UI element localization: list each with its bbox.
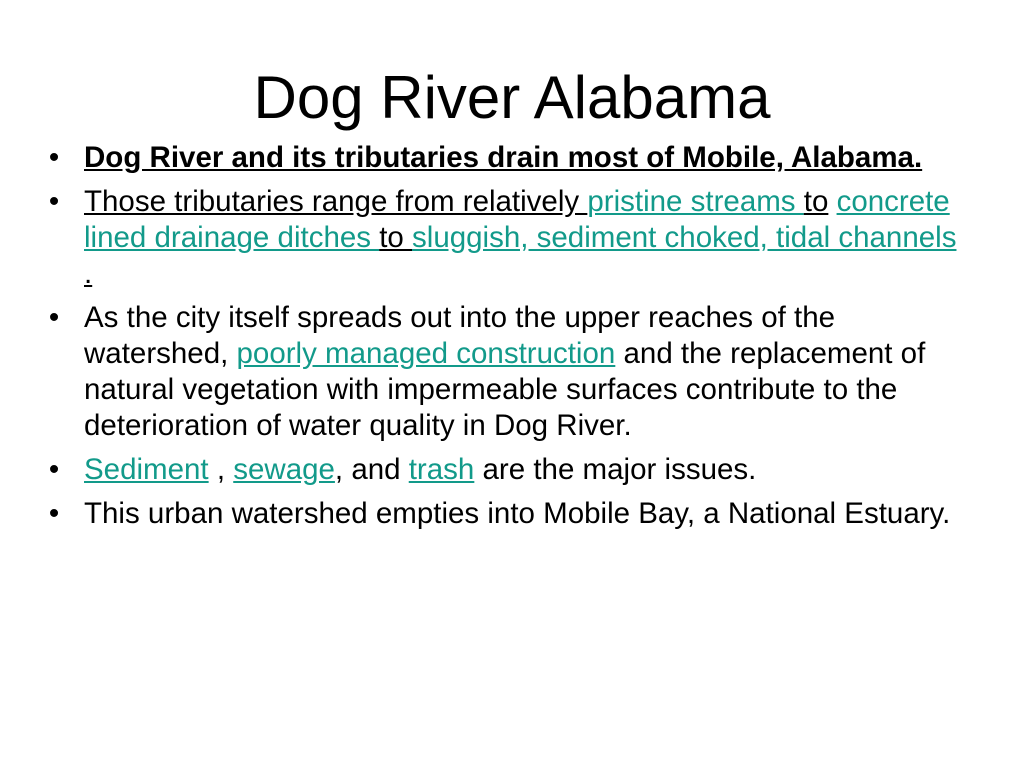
bullet-item-1 <box>44 140 964 176</box>
bullet-dot-icon: • <box>48 301 60 334</box>
bullet-item-3 <box>44 300 964 444</box>
bullet-dot-icon: • <box>48 141 60 174</box>
bullet-item-2 <box>44 184 964 292</box>
link-sediment[interactable]: Sediment <box>84 453 209 486</box>
bullet-item-5 <box>44 496 964 532</box>
link-trash[interactable]: trash <box>408 453 475 486</box>
bullet-5-text: This urban watershed empties into Mobile Bay, a National Estuary. <box>84 497 951 530</box>
bullet-4-text-3: are the major issues. <box>474 453 757 486</box>
bullet-item-4 <box>44 452 964 488</box>
bullet-2-text-2: to <box>803 185 829 218</box>
link-concrete-lined-drainage-ditches[interactable]: concrete lined drainage ditches <box>84 185 950 254</box>
bullet-4-text-1: , <box>208 453 234 486</box>
link-pristine-streams[interactable]: pristine streams <box>587 185 804 218</box>
slide-title: Dog River Alabama <box>253 64 771 131</box>
bullet-3-text-1: As the city itself spreads out into the upper reaches of the watershed, <box>84 301 836 370</box>
bullet-dot-icon: • <box>48 453 60 486</box>
bullet-list <box>44 140 964 540</box>
bullet-4-text-2: , and <box>334 453 409 486</box>
bullet-3-text-2: and the replacement of natural vegetation with impermeable surfaces contribute to the deterioration of water quality in Dog River. <box>84 337 926 442</box>
bullet-2-text-3: to <box>379 221 413 254</box>
bullet-2-text-1: Those tributaries range from relatively <box>84 185 588 218</box>
link-poorly-managed-construction[interactable]: poorly managed construction <box>236 337 616 370</box>
bullet-dot-icon: • <box>48 185 60 218</box>
link-sluggish-tidal-channels[interactable]: sluggish, sediment choked, tidal channels <box>412 221 957 254</box>
bullet-1-text: Dog River and its tributaries drain most of Mobile, Alabama. <box>84 141 923 174</box>
bullet-2-text-4: . <box>84 257 93 290</box>
link-sewage[interactable]: sewage <box>233 453 335 486</box>
bullet-dot-icon: • <box>48 497 60 530</box>
